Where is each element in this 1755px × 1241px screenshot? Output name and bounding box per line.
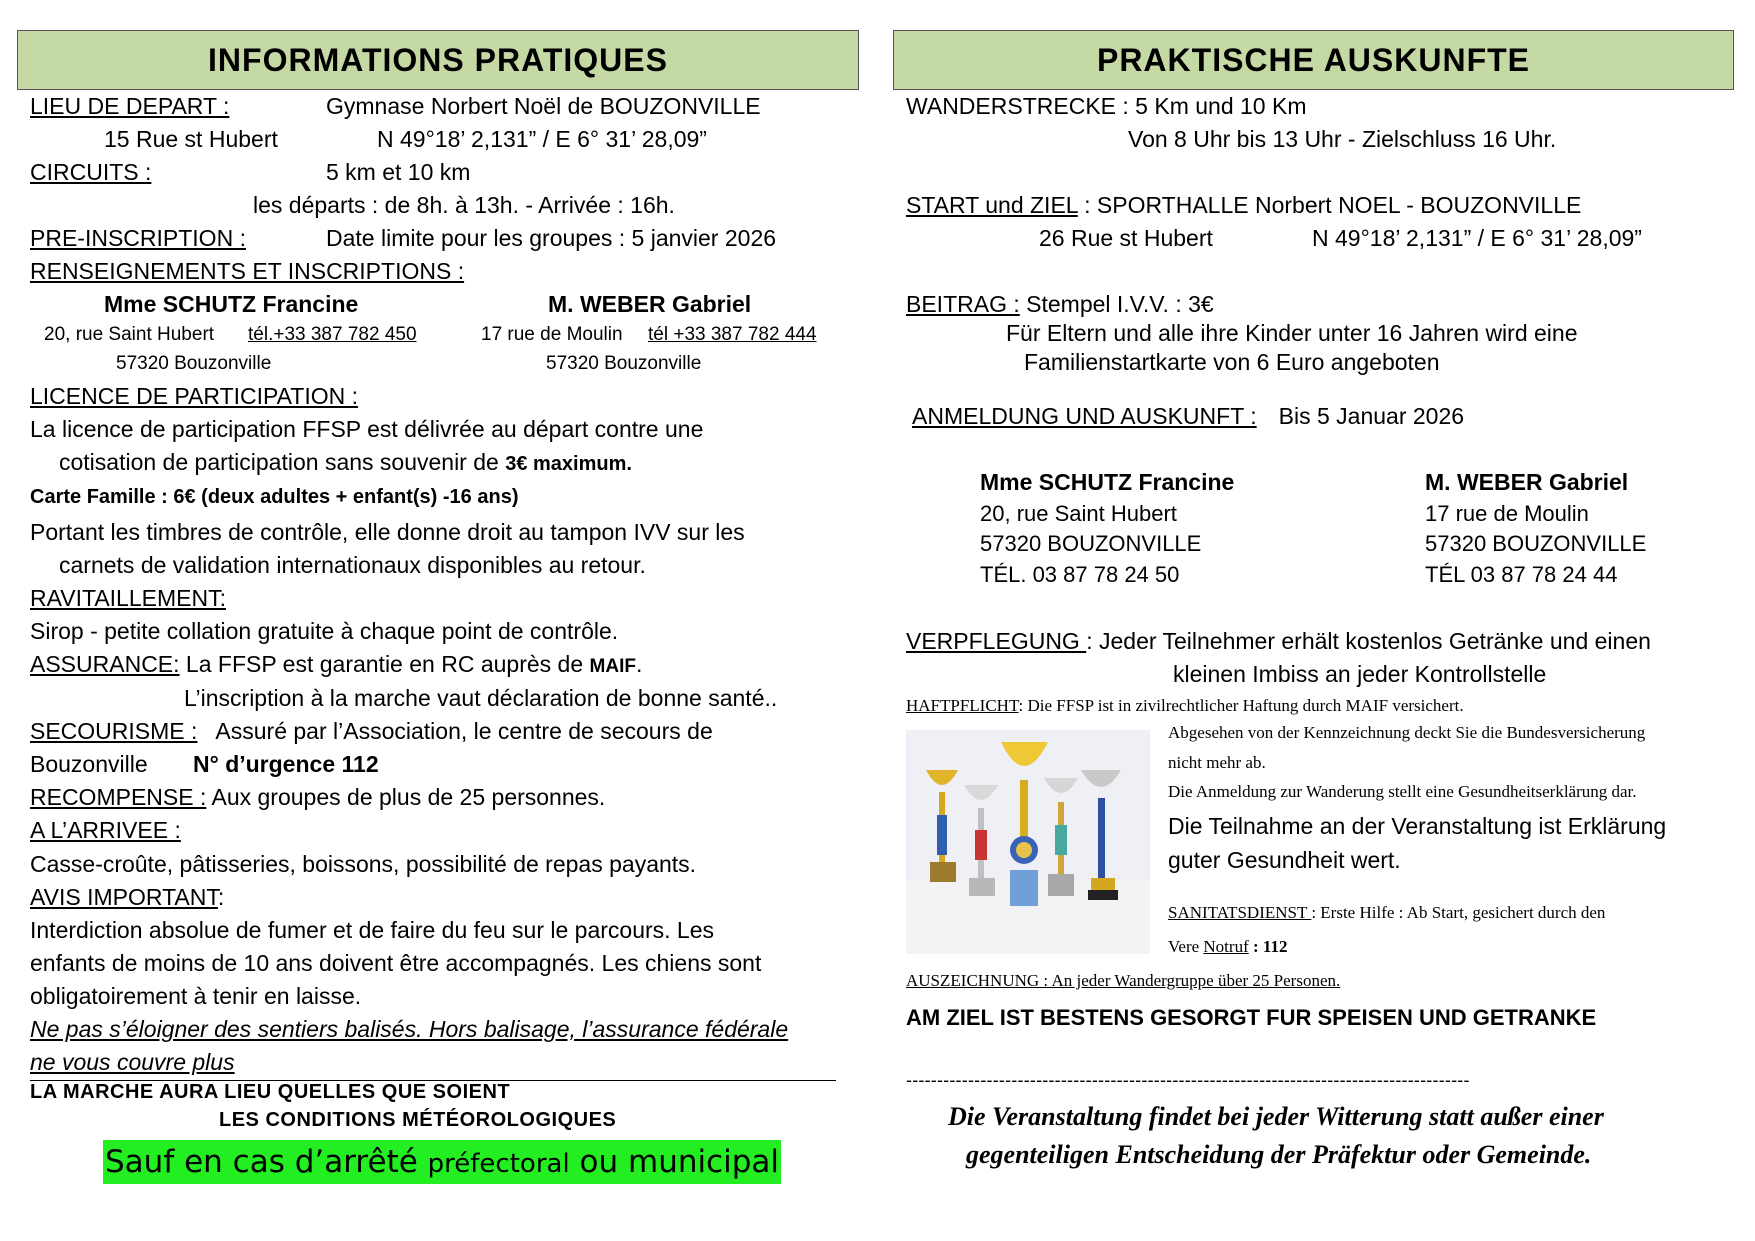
eloigner-line2: ne vous couvre plus bbox=[30, 1049, 235, 1075]
renseignements-label: RENSEIGNEMENTS ET INSCRIPTIONS : bbox=[30, 258, 465, 284]
contact2-street: 17 rue de Moulin bbox=[481, 324, 623, 345]
contact1-street: 20, rue Saint Hubert bbox=[44, 324, 215, 345]
abgesehen-line1: Abgesehen von der Kennzeichnung deckt Sie die Bundesversicherung bbox=[1168, 723, 1646, 742]
contact2-tel[interactable]: tél +33 387 782 444 bbox=[648, 324, 817, 345]
verpflegung-label: VERPFLEGUNG bbox=[906, 628, 1087, 654]
licence-line1: La licence de participation FFSP est délivrée au départ contre une bbox=[30, 416, 704, 442]
avis-colon: : bbox=[217, 884, 225, 910]
assurance-line bbox=[30, 650, 642, 681]
verpflegung-line2: kleinen Imbiss an jeder Kontrollstelle bbox=[1173, 661, 1547, 687]
depart-street: 15 Rue st Hubert bbox=[104, 126, 278, 152]
secourisme-line bbox=[30, 717, 713, 745]
haftpflicht-line bbox=[906, 695, 1464, 717]
abgesehen-line2: nicht mehr ab. bbox=[1168, 753, 1266, 772]
ravitaillement-label: RAVITAILLEMENT: bbox=[30, 585, 226, 611]
eloigner-line1: Ne pas s’éloigner des sentiers balisés. Hors balisage, l’assurance fédérale bbox=[30, 1016, 789, 1042]
circuits-times: les départs : de 8h. à 13h. - Arrivée : 16h. bbox=[253, 192, 675, 218]
circuits-label: CIRCUITS : bbox=[30, 159, 152, 185]
ravitaillement-value: Sirop - petite collation gratuite à chaque point de contrôle. bbox=[30, 618, 619, 644]
sauf-b: préfectoral bbox=[427, 1149, 570, 1179]
anmeldung-colon: : bbox=[1250, 403, 1257, 429]
haftpflicht-label: HAFTPFLICHT bbox=[906, 696, 1019, 715]
start-line bbox=[906, 191, 1581, 219]
anmeldung-label: ANMELDUNG UND AUSKUNFT bbox=[912, 403, 1251, 429]
beitrag-value: Stempel I.V.V. : 3€ bbox=[1019, 291, 1214, 317]
assurance-dot: . bbox=[635, 651, 643, 677]
start-street: 26 Rue st Hubert bbox=[1039, 225, 1213, 251]
notruf-line bbox=[1168, 936, 1287, 958]
sanitats-line bbox=[1168, 902, 1605, 924]
c1-tel: TÉL. 03 87 78 24 50 bbox=[980, 562, 1180, 587]
notruf-label: Notruf bbox=[1203, 937, 1249, 956]
depart-label: LIEU DE DEPART : bbox=[30, 93, 230, 119]
carte-famille: Carte Famille : 6€ (deux adultes + enfant(s) -16 ans) bbox=[30, 486, 519, 508]
recompense-value: Aux groupes de plus de 25 personnes. bbox=[206, 784, 606, 810]
depart-value: Gymnase Norbert Noël de BOUZONVILLE bbox=[326, 93, 761, 119]
familie-line1: Für Eltern und alle ihre Kinder unter 16 Jahren wird eine bbox=[1006, 320, 1578, 346]
verpflegung-line bbox=[906, 627, 1651, 655]
beitrag-colon: : bbox=[1013, 291, 1020, 317]
anmeldung-value: Bis 5 Januar 2026 bbox=[1278, 403, 1465, 429]
verpflegung-value: : Jeder Teilnehmer erhält kostenlos Getränke und einen bbox=[1086, 628, 1651, 654]
assurance-maif: MAIF bbox=[589, 656, 636, 677]
avis-line3: obligatoirement à tenir en laisse. bbox=[30, 983, 362, 1009]
vere: Vere bbox=[1168, 937, 1204, 956]
c1-name: Mme SCHUTZ Francine bbox=[980, 469, 1235, 495]
secourisme-value: Assuré par l’Association, le centre de secours de bbox=[215, 718, 713, 744]
c2-street: 17 rue de Moulin bbox=[1425, 501, 1589, 526]
arrivee-value: Casse-croûte, pâtisseries, boissons, possibilité de repas payants. bbox=[30, 851, 697, 877]
c2-name: M. WEBER Gabriel bbox=[1425, 469, 1629, 495]
sauf-c: ou municipal bbox=[569, 1144, 780, 1180]
witterung-line2: gegenteiligen Entscheidung der Präfektur oder Gemeinde. bbox=[966, 1140, 1592, 1169]
witterung-line1: Die Veranstaltung findet bei jeder Witterung statt außer einer bbox=[948, 1102, 1604, 1131]
sanitats-label: SANITATSDIENST bbox=[1168, 903, 1312, 922]
zeiten: Von 8 Uhr bis 13 Uhr - Zielschluss 16 Uhr. bbox=[1128, 126, 1557, 152]
inscription-sante: L’inscription à la marche vaut déclaration de bonne santé.. bbox=[184, 685, 778, 711]
anmeldung-gesund: Die Anmeldung zur Wanderung stellt eine Gesundheitserklärung dar. bbox=[1168, 782, 1637, 801]
c2-city: 57320 BOUZONVILLE bbox=[1425, 531, 1647, 556]
familie-line2: Familienstartkarte von 6 Euro angeboten bbox=[1024, 349, 1440, 375]
licence-line2-text: cotisation de participation sans souvenir de bbox=[59, 449, 506, 475]
marche-line2: LES CONDITIONS MÉTÉOROLOGIQUES bbox=[219, 1109, 617, 1131]
sanitats-value: : Erste Hilfe : Ab Start, gesichert durch den bbox=[1311, 903, 1606, 922]
licence-line2 bbox=[59, 448, 632, 478]
start-label: START und ZIEL bbox=[906, 192, 1078, 218]
am-ziel: AM ZIEL IST BESTENS GESORGT FUR SPEISEN UND GETRANKE bbox=[906, 1005, 1597, 1030]
auszeichnung: AUSZEICHNUNG : An jeder Wandergruppe über 25 Personen. bbox=[906, 971, 1341, 990]
wanderstrecke: WANDERSTRECKE : 5 Km und 10 Km bbox=[906, 93, 1307, 119]
beitrag-label: BEITRAG bbox=[906, 291, 1014, 317]
notruf-value: : 112 bbox=[1248, 937, 1288, 956]
avis-line2: enfants de moins de 10 ans doivent être accompagnés. Les chiens sont bbox=[30, 950, 762, 976]
depart-gps: N 49°18’ 2,131” / E 6° 31’ 28,09” bbox=[377, 126, 707, 152]
circuits-value: 5 km et 10 km bbox=[326, 159, 471, 185]
avis-line1: Interdiction absolue de fumer et de faire du feu sur le parcours. Les bbox=[30, 917, 715, 943]
avis-label: AVIS IMPORTANT bbox=[30, 884, 218, 910]
start-gps: N 49°18’ 2,131” / E 6° 31’ 28,09” bbox=[1312, 225, 1642, 251]
assurance-label: ASSURANCE: bbox=[30, 651, 180, 677]
timbres-line1: Portant les timbres de contrôle, elle donne droit au tampon IVV sur les bbox=[30, 519, 745, 545]
sauf-a: Sauf en cas d’arrêté bbox=[105, 1144, 428, 1180]
teilnahme-line1: Die Teilnahme an der Veranstaltung ist Erklärung bbox=[1168, 813, 1667, 839]
sauf-banner bbox=[103, 1140, 781, 1184]
contact2-city: 57320 Bouzonville bbox=[546, 353, 702, 374]
contact2-name: M. WEBER Gabriel bbox=[548, 291, 752, 317]
teilnahme-line2: guter Gesundheit wert. bbox=[1168, 847, 1401, 873]
licence-price: 3€ maximum. bbox=[505, 453, 632, 475]
timbres-line2: carnets de validation internationaux disponibles au retour. bbox=[59, 552, 646, 578]
trophies-photo bbox=[906, 730, 1150, 954]
c1-city: 57320 BOUZONVILLE bbox=[980, 531, 1202, 556]
c1-street: 20, rue Saint Hubert bbox=[980, 501, 1177, 526]
urgence: N° d’urgence 112 bbox=[193, 751, 379, 777]
marche-line1: LA MARCHE AURA LIEU QUELLES QUE SOIENT bbox=[30, 1081, 511, 1103]
secourisme-city: Bouzonville bbox=[30, 751, 148, 777]
contact1-city: 57320 Bouzonville bbox=[116, 353, 272, 374]
avis-line bbox=[30, 883, 224, 911]
haftpflicht-value: : Die FFSP ist in zivilrechtlicher Haftung durch MAIF versichert. bbox=[1018, 696, 1464, 715]
left-header: INFORMATIONS PRATIQUES bbox=[17, 30, 859, 90]
secourisme-label: SECOURISME : bbox=[30, 718, 198, 744]
anmeldung-line bbox=[912, 402, 1464, 430]
arrivee-label: A L’ARRIVEE : bbox=[30, 817, 181, 843]
recompense-line bbox=[30, 783, 605, 811]
right-header: PRAKTISCHE AUSKUNFTE bbox=[893, 30, 1734, 90]
start-value: : SPORTHALLE Norbert NOEL - BOUZONVILLE bbox=[1077, 192, 1582, 218]
dash-divider: ------------------------------------------------------------------------------------------- bbox=[906, 1070, 1470, 1090]
preinscription-value: Date limite pour les groupes : 5 janvier 2026 bbox=[326, 225, 777, 251]
beitrag-line bbox=[906, 290, 1214, 318]
trophies-illustration bbox=[906, 730, 1150, 954]
licence-label: LICENCE DE PARTICIPATION : bbox=[30, 383, 359, 409]
contact1-tel[interactable]: tél.+33 387 782 450 bbox=[248, 324, 417, 345]
assurance-value: La FFSP est garantie en RC auprès de bbox=[179, 651, 590, 677]
preinscription-label: PRE-INSCRIPTION : bbox=[30, 225, 246, 251]
c2-tel: TÉL 03 87 78 24 44 bbox=[1425, 562, 1618, 587]
recompense-label: RECOMPENSE : bbox=[30, 784, 207, 810]
contact1-name: Mme SCHUTZ Francine bbox=[104, 291, 359, 317]
